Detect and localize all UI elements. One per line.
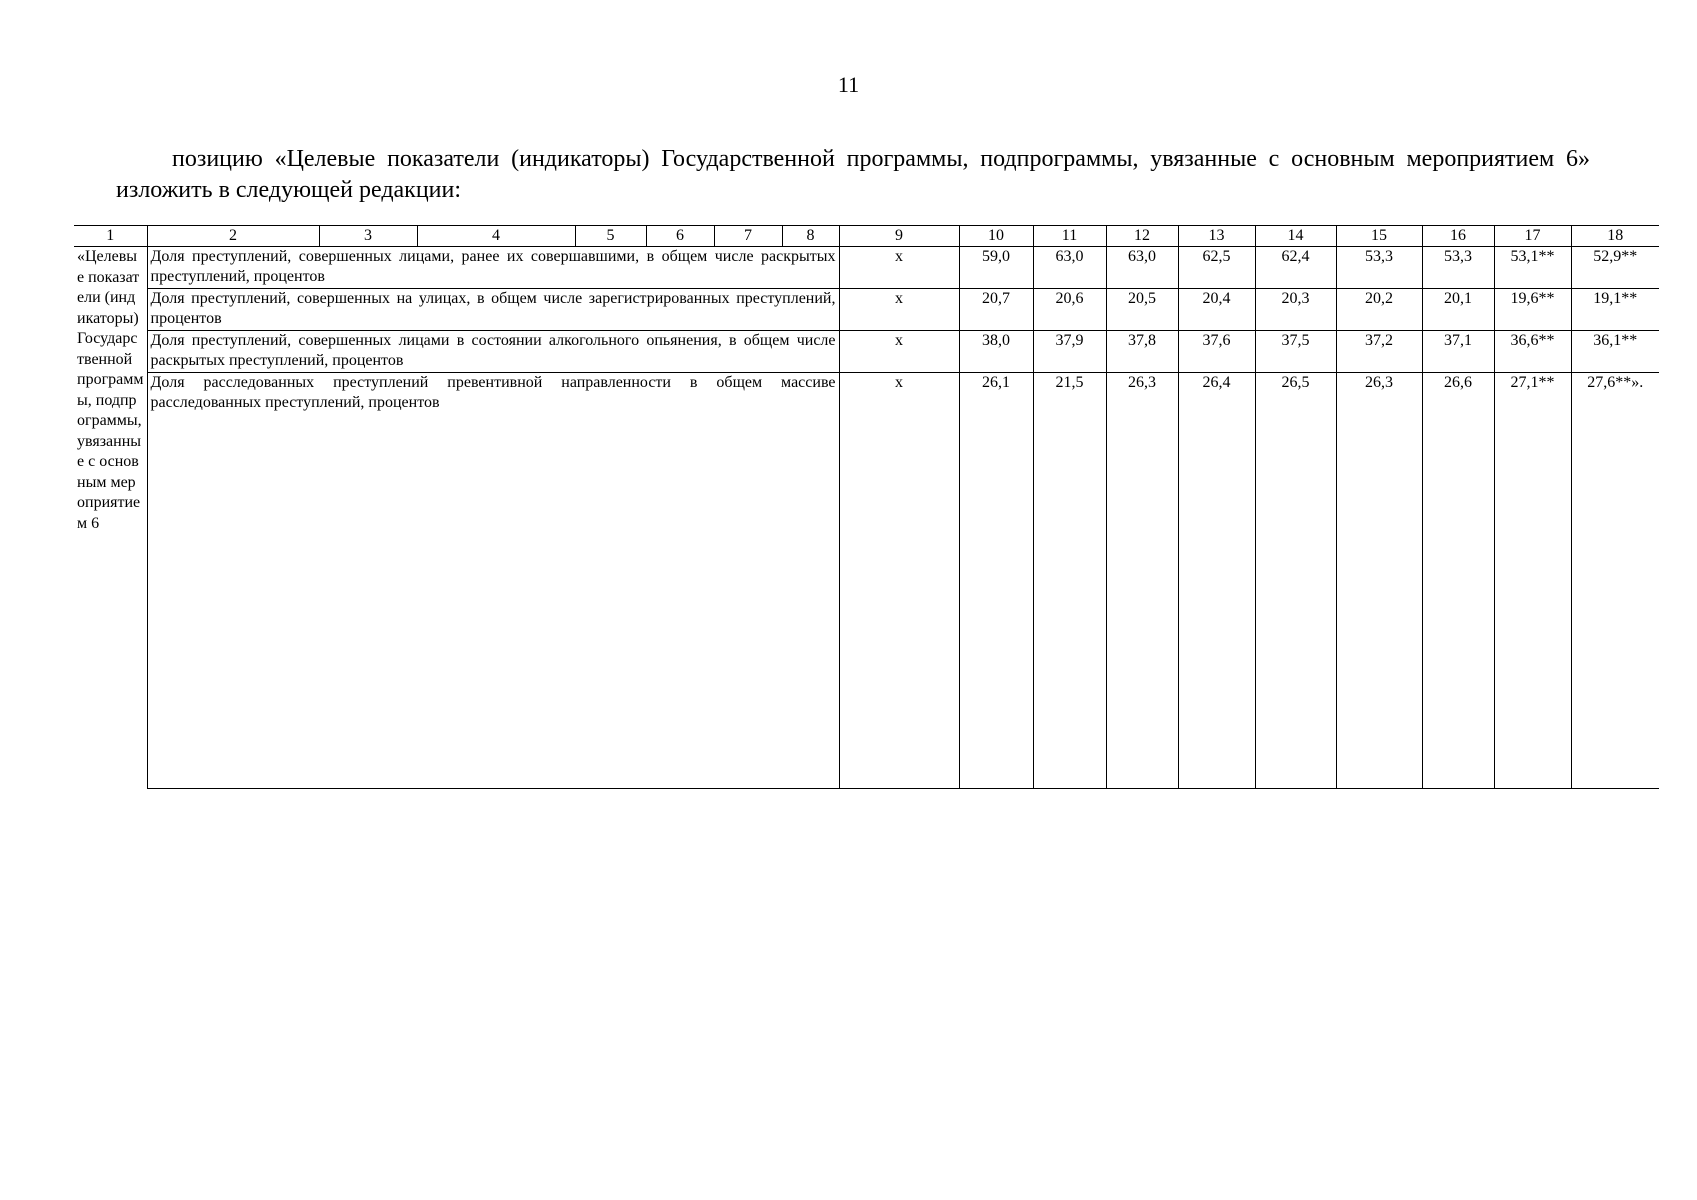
value-cell: 20,1 — [1422, 289, 1494, 331]
cell-col9: x — [839, 247, 959, 289]
value-cell: 37,8 — [1106, 331, 1178, 373]
indicator-name: Доля преступлений, совершенных лицами в состоянии алкогольного опьянения, в общем числе раскрытых преступлений, процентов — [147, 331, 839, 373]
page-number: 11 — [837, 72, 860, 97]
value-cell: 26,3 — [1336, 373, 1422, 789]
table-row — [74, 247, 1659, 289]
value-cell: 20,3 — [1255, 289, 1336, 331]
value-cell: 37,1 — [1422, 331, 1494, 373]
value-cell: 53,3 — [1422, 247, 1494, 289]
value-cell: 37,6 — [1178, 331, 1255, 373]
column-header: 14 — [1255, 226, 1336, 247]
value-cell: 26,5 — [1255, 373, 1336, 789]
value-cell: 21,5 — [1033, 373, 1106, 789]
value-cell: 53,3 — [1336, 247, 1422, 289]
indicators-table — [74, 225, 1659, 789]
cell-col9: x — [839, 373, 959, 789]
column-header: 8 — [782, 226, 839, 247]
column-header: 2 — [147, 226, 319, 247]
value-cell: 26,4 — [1178, 373, 1255, 789]
value-cell: 38,0 — [959, 331, 1033, 373]
column-header: 4 — [417, 226, 575, 247]
column-header: 7 — [714, 226, 782, 247]
value-cell: 37,5 — [1255, 331, 1336, 373]
table-row — [74, 373, 1659, 789]
value-cell: 52,9** — [1571, 247, 1659, 289]
value-cell: 63,0 — [1106, 247, 1178, 289]
cell-col9: x — [839, 289, 959, 331]
value-cell: 63,0 — [1033, 247, 1106, 289]
column-header: 16 — [1422, 226, 1494, 247]
value-cell: 62,4 — [1255, 247, 1336, 289]
value-cell: 36,6** — [1494, 331, 1571, 373]
value-cell: 27,6**». — [1571, 373, 1659, 789]
value-cell: 27,1** — [1494, 373, 1571, 789]
column-header: 1 — [74, 226, 147, 247]
value-cell: 37,2 — [1336, 331, 1422, 373]
column-header: 9 — [839, 226, 959, 247]
column-header: 5 — [575, 226, 646, 247]
value-cell: 26,1 — [959, 373, 1033, 789]
value-cell: 59,0 — [959, 247, 1033, 289]
indicator-name: Доля расследованных преступлений превентивной направленности в общем массиве расследованных преступлений, процентов — [147, 373, 839, 789]
column-number-row — [74, 226, 1659, 247]
value-cell: 62,5 — [1178, 247, 1255, 289]
cell-col9: x — [839, 331, 959, 373]
column-header: 11 — [1033, 226, 1106, 247]
value-cell: 20,4 — [1178, 289, 1255, 331]
intro-paragraph: позицию «Целевые показатели (индикаторы) Государственной программы, подпрограммы, увязанные с основным мероприятием 6» изложить в следующей редакции: — [116, 146, 1590, 203]
column-header: 6 — [646, 226, 714, 247]
value-cell: 26,3 — [1106, 373, 1178, 789]
value-cell: 20,7 — [959, 289, 1033, 331]
column-header: 18 — [1571, 226, 1659, 247]
row-group-label: «Целевые показатели (индикаторы) Государственной программы, подпрограммы, увязанные с основным мероприятием 6 — [74, 247, 147, 789]
indicator-name: Доля преступлений, совершенных на улицах, в общем числе зарегистрированных преступлений, процентов — [147, 289, 839, 331]
value-cell: 20,2 — [1336, 289, 1422, 331]
column-header: 12 — [1106, 226, 1178, 247]
indicator-name: Доля преступлений, совершенных лицами, ранее их совершавшими, в общем числе раскрытых преступлений, процентов — [147, 247, 839, 289]
value-cell: 19,1** — [1571, 289, 1659, 331]
column-header: 13 — [1178, 226, 1255, 247]
value-cell: 36,1** — [1571, 331, 1659, 373]
column-header: 15 — [1336, 226, 1422, 247]
column-header: 10 — [959, 226, 1033, 247]
value-cell: 20,5 — [1106, 289, 1178, 331]
value-cell: 26,6 — [1422, 373, 1494, 789]
column-header: 17 — [1494, 226, 1571, 247]
value-cell: 37,9 — [1033, 331, 1106, 373]
table-row — [74, 331, 1659, 373]
value-cell: 19,6** — [1494, 289, 1571, 331]
table-row — [74, 289, 1659, 331]
value-cell: 53,1** — [1494, 247, 1571, 289]
column-header: 3 — [319, 226, 417, 247]
value-cell: 20,6 — [1033, 289, 1106, 331]
